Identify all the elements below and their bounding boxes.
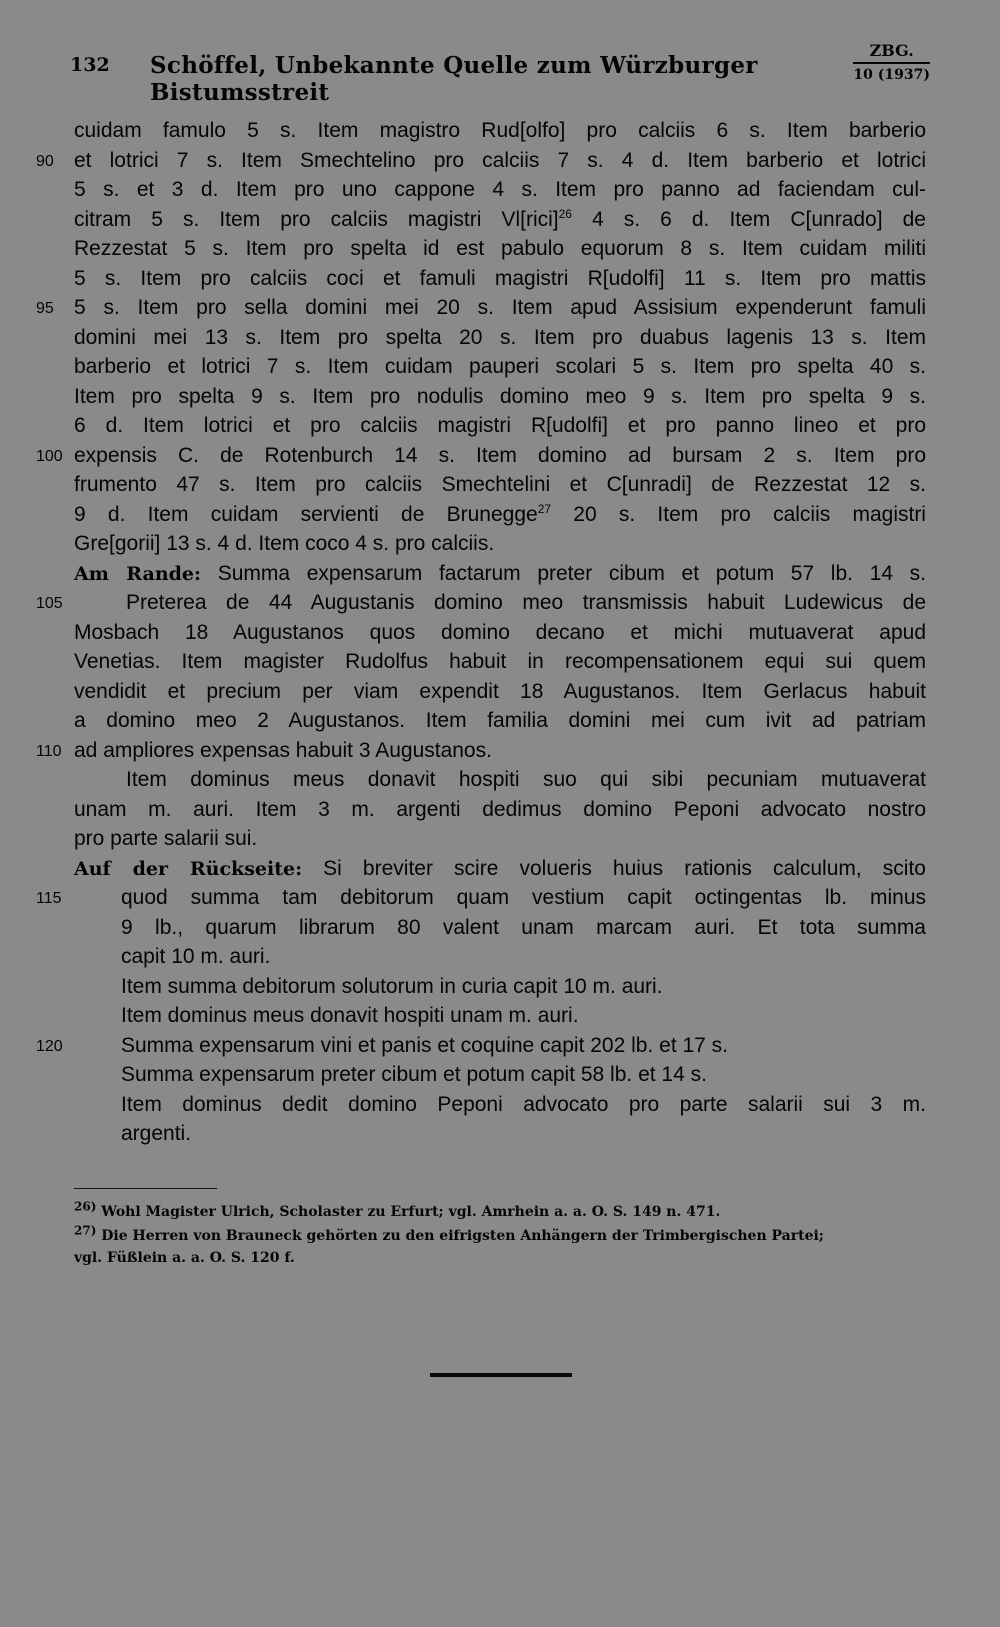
line-number: 100 (36, 447, 63, 465)
text-line (74, 176, 926, 204)
line-text: Item summa debitorum solutorum in curia capit 10 m. auri. (121, 974, 663, 998)
text-line (74, 796, 926, 824)
page-number: 132 (70, 54, 110, 76)
line-text: Mosbach 18 Augustanos quos domino decano et michi mutuaverat apud (74, 620, 926, 644)
footnote-26 (74, 1201, 928, 1223)
end-rule (430, 1373, 572, 1377)
line-number: 95 (36, 300, 54, 317)
line-text: ad ampliores expensas habuit 3 Augustanos. (74, 738, 492, 762)
journal-abbreviation: ZBG. (853, 40, 930, 64)
text-line (74, 737, 926, 765)
line-number: 110 (36, 742, 62, 760)
running-header (70, 41, 930, 106)
line-number: 120 (36, 1037, 63, 1055)
line-text: Summa expensarum factarum preter cibum et potum 57 lb. 14 s. (201, 561, 926, 585)
line-text: et lotrici 7 s. Item Smechtelino pro calciis 7 s. 4 d. Item barberio et lotrici (74, 148, 926, 172)
footnote-text: Die Herren von Brauneck gehörten zu den eifrigsten Anhängern der Trimbergischen Partei; (96, 1228, 824, 1244)
line-number: 105 (36, 595, 63, 612)
line-text: 5 s. Item pro calciis coci et famuli magistri R[udolfi] 11 s. Item pro mattis (74, 266, 926, 290)
text-line (74, 501, 926, 529)
margin-note-label: Am Rande: (74, 562, 202, 585)
line-text: Si breviter scire volueris huius rationis calculum, scito (302, 856, 926, 880)
text-line (74, 560, 926, 588)
text-line (74, 324, 926, 352)
line-text: capit 10 m. auri. (121, 945, 271, 968)
line-text: unam m. auri. Item 3 m. argenti dedimus domino Peponi advocato nostro (74, 797, 926, 821)
text-line (126, 589, 926, 617)
footnote-mark: 26) (74, 1199, 97, 1214)
text-line (74, 206, 926, 234)
line-text-rest: 4 s. 6 d. Item C[unrado] de (571, 207, 926, 231)
line-text: Venetias. Item magister Rudolfus habuit in recompensationem equi sui quem (74, 650, 926, 673)
line-text: 9 lb., quarum librarum 80 valent unam marcam auri. Et tota summa (121, 915, 926, 939)
text-line (74, 117, 926, 145)
line-text: Item dominus meus donavit hospiti unam m. auri. (121, 1004, 579, 1027)
text-line (74, 383, 926, 411)
text-line (74, 294, 926, 322)
line-text-rest: 20 s. Item pro calciis magistri (551, 502, 926, 526)
text-line (74, 147, 926, 175)
text-line (121, 973, 926, 1001)
line-text: barberio et lotrici 7 s. Item cuidam pauperi scolari 5 s. Item pro spelta 40 s. (74, 355, 926, 378)
line-text: 6 d. Item lotrici et pro calciis magistri R[udolfi] et pro panno lineo et pro (74, 414, 926, 437)
line-text: 5 s. et 3 d. Item pro uno cappone 4 s. Item pro panno ad faciendam cul- (74, 178, 926, 201)
text-line (74, 412, 926, 440)
text-line (74, 265, 926, 293)
text-line (121, 1032, 926, 1060)
line-text: Gre[gorii] 13 s. 4 d. Item coco 4 s. pro calciis. (74, 532, 495, 555)
line-text: domini mei 13 s. Item pro spelta 20 s. Item pro duabus lagenis 13 s. Item (74, 325, 926, 349)
text-line (74, 707, 926, 735)
text-line (121, 1002, 926, 1030)
text-line (74, 678, 926, 706)
line-text: argenti. (121, 1122, 192, 1145)
line-text: 5 s. Item pro sella domini mei 20 s. Item apud Assisium expenderunt famuli (74, 296, 926, 319)
line-text: vendidit et precium per viam expendit 18 Augustanos. Item Gerlacus habuit (74, 679, 926, 703)
line-text: cuidam famulo 5 s. Item magistro Rud[olfo] pro calciis 6 s. Item barberio (74, 119, 926, 142)
text-line (74, 442, 926, 470)
line-text: quod summa tam debitorum quam vestium capit octingentas lb. minus (121, 886, 926, 909)
text-line (121, 943, 926, 971)
line-text: Item dominus meus donavit hospiti suo qui sibi pecuniam mutuaverat (126, 768, 926, 791)
footnote-reference: 27 (537, 501, 552, 516)
text-line (121, 1061, 926, 1089)
line-text: pro parte salarii sui. (74, 827, 258, 850)
text-line (126, 766, 926, 794)
text-line (74, 619, 926, 647)
text-line (121, 884, 926, 912)
line-number: 90 (36, 152, 54, 170)
journal-volume: 10 (1937) (853, 67, 930, 83)
text-line (121, 914, 926, 942)
line-text: 9 d. Item cuidam servienti de Brunegge (74, 502, 538, 526)
text-line (74, 353, 926, 381)
footnote-rule (74, 1188, 217, 1189)
text-line (121, 1091, 926, 1119)
line-text: Preterea de 44 Augustanis domino meo transmissis habuit Ludewicus de (126, 591, 926, 614)
text-line (74, 855, 926, 883)
footnote-27 (74, 1225, 928, 1247)
margin-note-label: Auf der Rückseite: (74, 857, 303, 880)
line-text: Summa expensarum vini et panis et coquine capit 202 lb. et 17 s. (121, 1033, 729, 1057)
text-line (74, 471, 926, 499)
running-title: Schöffel, Unbekannte Quelle zum Würzburger Bistumsstreit (150, 52, 758, 106)
line-text: Rezzestat 5 s. Item pro spelta id est pabulo equorum 8 s. Item cuidam militi (74, 237, 926, 260)
line-text: expensis C. de Rotenburch 14 s. Item domino ad bursam 2 s. Item pro (74, 443, 926, 467)
line-number: 115 (36, 890, 62, 907)
line-text: Summa expensarum preter cibum et potum capit 58 lb. et 14 s. (121, 1063, 707, 1086)
text-line (121, 1120, 926, 1148)
line-text: frumento 47 s. Item pro calciis Smechtelini et C[unradi] de Rezzestat 12 s. (74, 473, 926, 496)
line-text: a domino meo 2 Augustanos. Item familia domini mei cum ivit ad patriam (74, 709, 926, 732)
line-text: citram 5 s. Item pro calciis magistri Vl[rici] (74, 207, 559, 231)
text-line (74, 825, 926, 853)
text-line (74, 648, 926, 676)
line-text: Item pro spelta 9 s. Item pro nodulis domino meo 9 s. Item pro spelta 9 s. (74, 384, 926, 408)
footnote-reference: 26 (558, 206, 572, 221)
text-line (74, 235, 926, 263)
text-line (74, 530, 926, 558)
footnote-text: Wohl Magister Ulrich, Scholaster zu Erfurt; vgl. Amrhein a. a. O. S. 149 n. 471. (96, 1204, 721, 1220)
journal-reference (853, 40, 930, 86)
line-text: Item dominus dedit domino Peponi advocato pro parte salarii sui 3 m. (121, 1092, 926, 1116)
footnote-27-continuation: vgl. Füßlein a. a. O. S. 120 f. (74, 1250, 295, 1266)
footnote-mark: 27) (74, 1223, 97, 1238)
